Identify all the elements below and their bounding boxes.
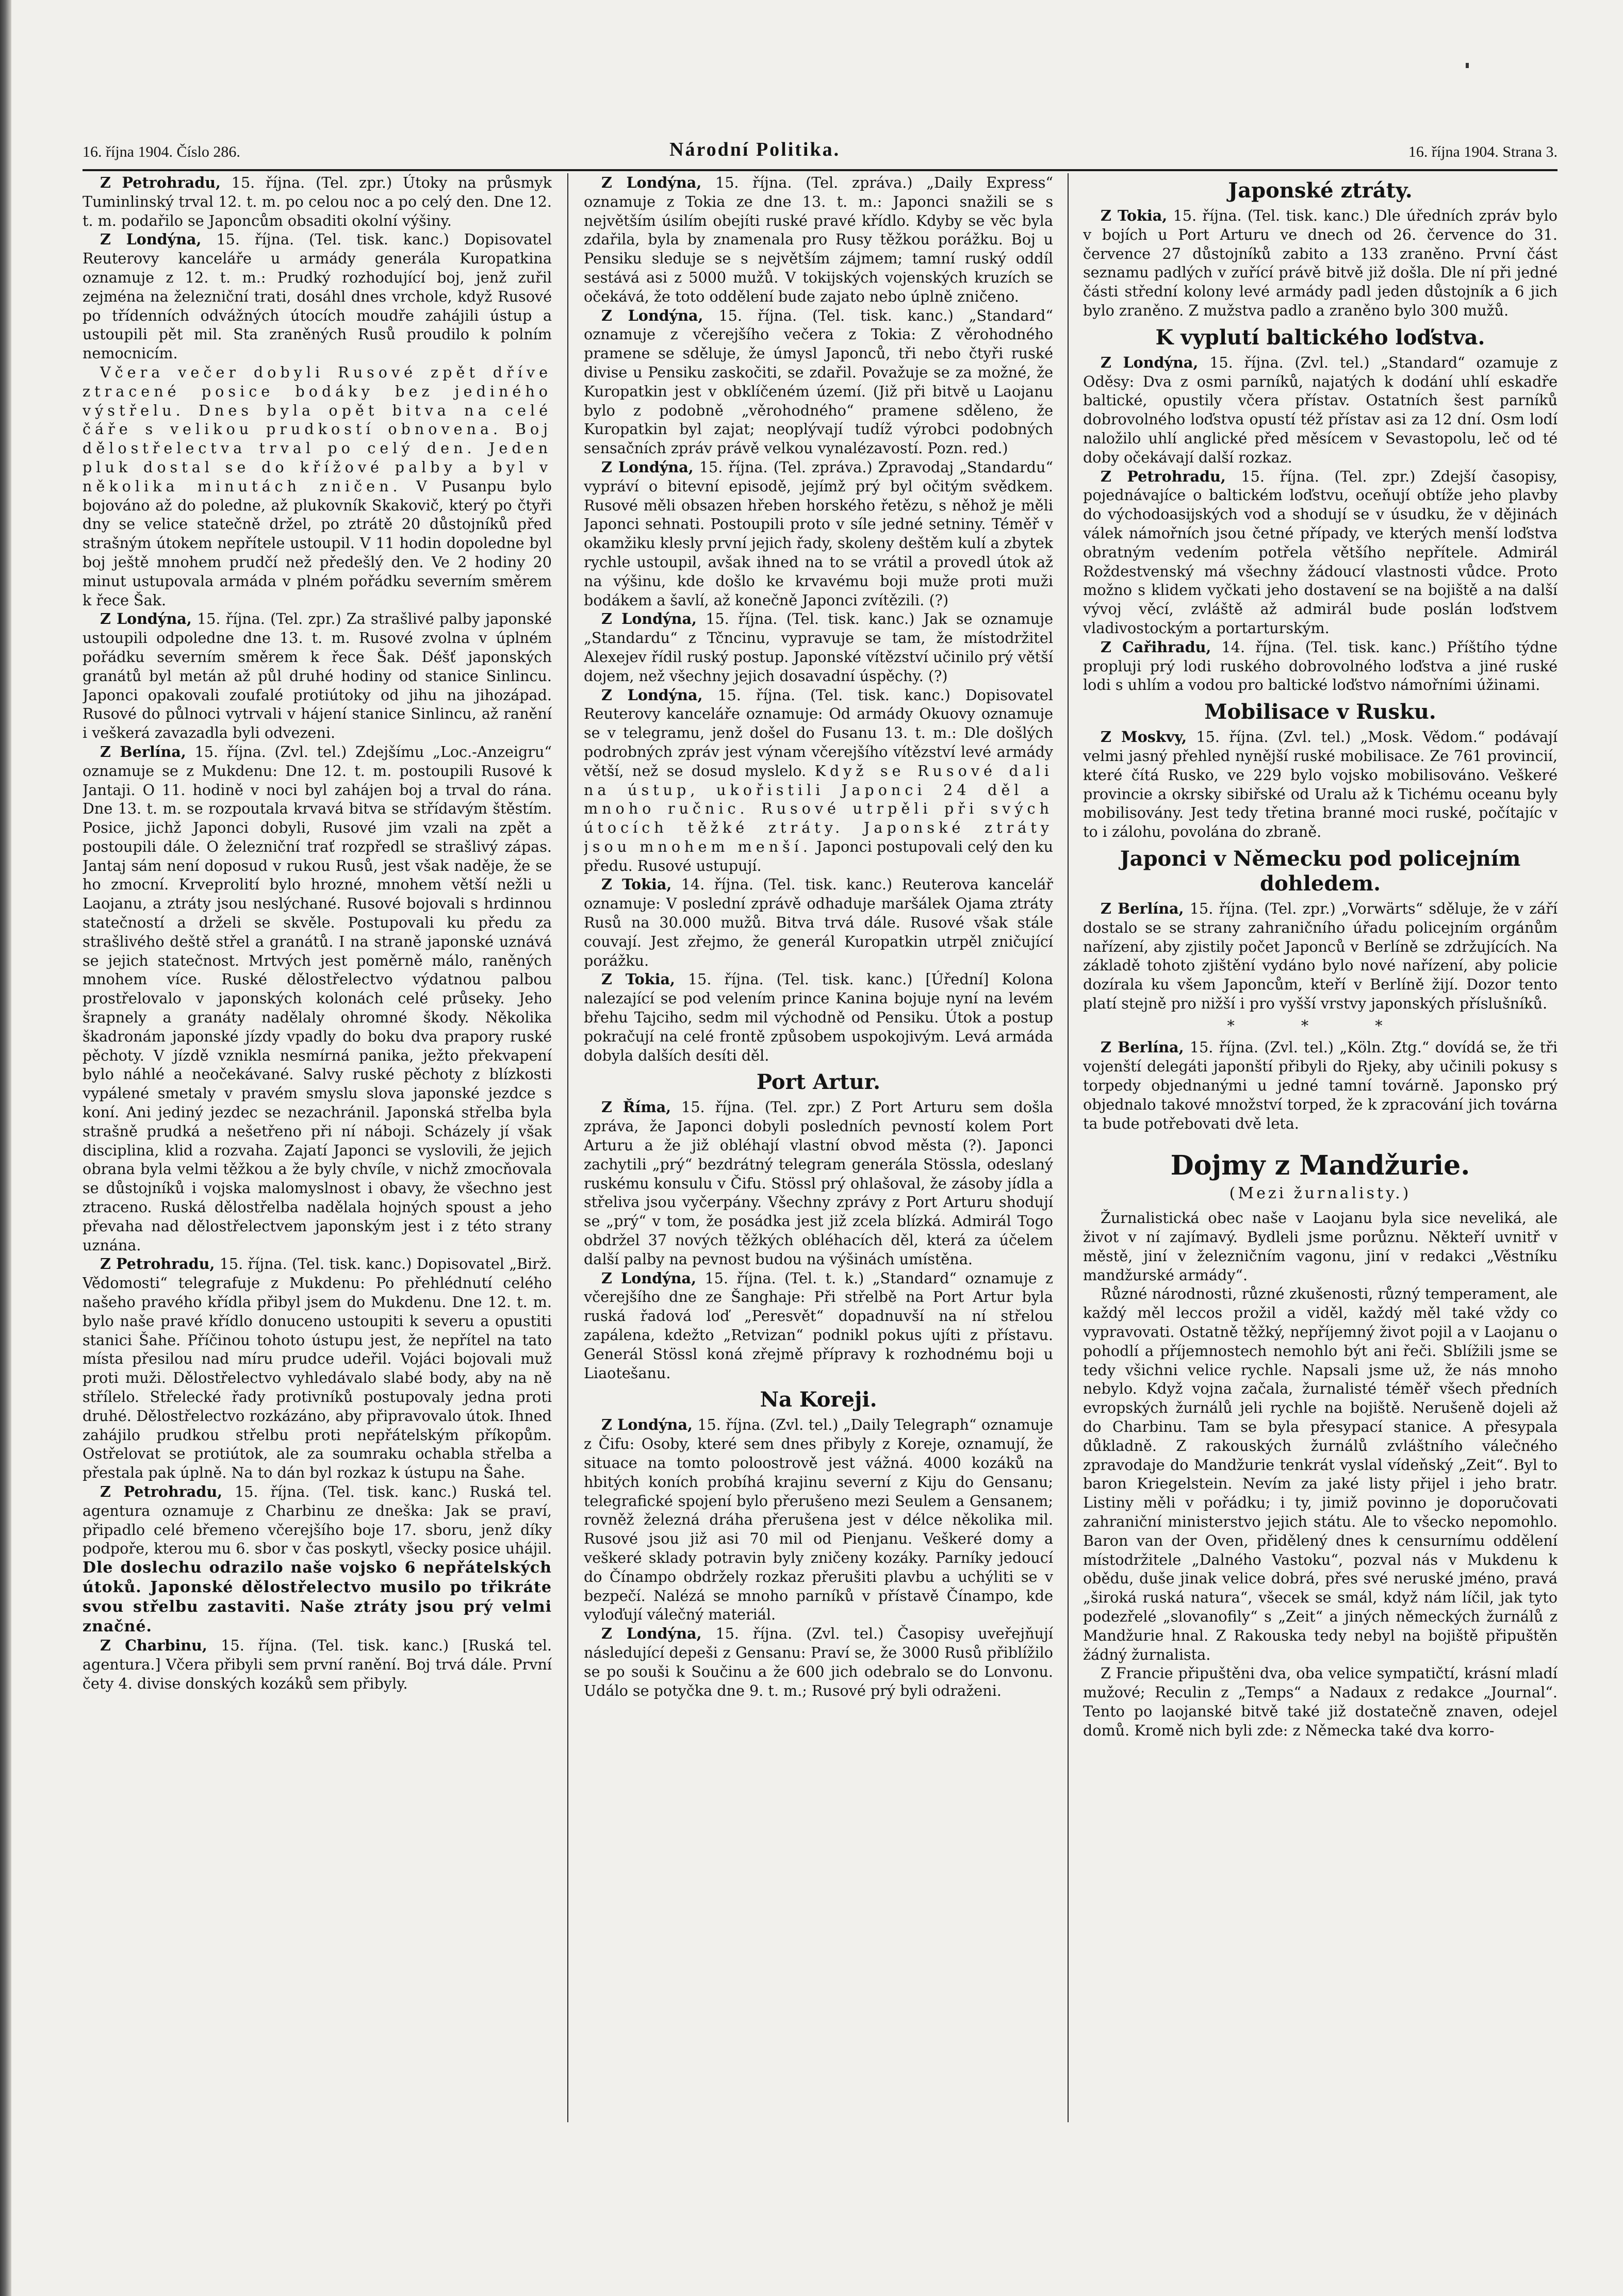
news-item (83, 609, 552, 742)
item-text: 15. října. (Tel. tisk. kanc.) Dopisovatel „Birž. Vědomosti“ telegrafuje z Mukdenu: Po přehlédnutí celého našeho pravého křídla přibyl jsem do Mukdenu. Dne 12. t. m. bylo naše pravé křídlo donuceno ustoupiti k severu a opustiti stanici Šahe. Příčinou tohoto ústupu jest, že nepřítel na tato místa přesilou nad míru prudce udeřil. Vojáci bojovali muž proti muži. Dělostřelectvo vyhledávalo slabé body, aby na ně střílelo. Střelecké řady protivníků postupovaly jedna proti druhé. Dělostřelectvo rozkázáno, aby připravovalo útok. Ihned zahájilo prudkou střelbu proti nepřátelským příkopům. Ostřelovat se protiútok, ale za soumraku ochabla střelba a přestala pak úplně. Na to dán byl rozkaz k ústupu na Šahe. (83, 1255, 552, 1482)
item-text: 15. října. (Tel. t. k.) „Standard“ oznamuje z včerejšího dne ze Šanghaje: Při střelbě na Port Artur byla ruská řadová loď „Peresvět“ dopadnuvší na ní střelou zapálena, kdežto „Retvizan“ podnikl pokus ujíti z přístavu. Generál Stössl koná zřejmě přípravy k rozhodnému boji u Liaotešanu. (584, 1269, 1053, 1382)
news-item (584, 1269, 1053, 1383)
dateline: Z Tokia, (1101, 207, 1168, 224)
news-item (1083, 1038, 1558, 1133)
column-rule-1 (567, 173, 568, 2122)
dateline: Z Londýna, (601, 1269, 697, 1287)
item-text: 15. října. (Tel. zpr.) Za strašlivé palby japonské ustoupili odpoledne dne 13. t. m. Rusové zvolna v úplném pořádku severním směrem k řece Šak. Déšť japonských granátů byl metán až půl druhé hodiny od stanice Sinlincu. Japonci opakovali zoufalé protiútoky od jihu na jihozápad. Rusové do půlnoci vytrvali v hájení stanice Sinlincu, až ranění i veškerá zavazadla byli odvezeni. (83, 610, 552, 742)
news-item (1083, 467, 1558, 638)
section-heading: Japonské ztráty. (1228, 178, 1413, 203)
section-heading: Japonci v Německu pod policejním dohledem. (1120, 846, 1521, 896)
item-text: 14. října. (Tel. tisk. kanc.) Příštího týdne propluji prý lodi ruského dobrovolného loďstva a jiné ruské lodi s uhlím a vodou pro baltické loďstvo námořními úžinami. (1083, 638, 1558, 694)
column-1 (83, 173, 552, 2272)
item-text: 15. října. (Zvl. tel.) „Mosk. Vědom.“ podávají velmi jasný přehled nynější ruské mobilisace. Ze 761 provincií, které čítá Rusko, ve 229 bylo vojsko mobilisováno. Veškeré provincie a okrsky sibiřské od Uralu až k Tichému oceanu byly mobilisovány. Jest tedy třetina branné moci ruské, počítajíc v to i zálohu, povolána do zbraně. (1083, 728, 1558, 841)
item-text: 15. října. (Tel. tisk. kanc.) [Úřední] Kolona nalezající se pod velením prince Kanina bojuje nyní na levém břehu Tajciho, sedm mil východně od Pensiku. Útok a postup pokračují na celé frontě způsobem uspokojivým. Levá armáda dobyla dalších desíti děl. (584, 970, 1053, 1064)
feature-heading: Dojmy z Mandžurie. (1170, 1150, 1470, 1182)
section-heading: Mobilisace v Rusku. (1204, 700, 1436, 724)
item-text: V Pusanpu bylo bojováno až do poledne, až plukovník Skakovič, který po čtyři dny se velice statečně držel, po ztrátě 20 důstojníků před strašným útokem nepřítele ustoupil. V 11 hodin dopoledne byl boj ještě mnohem prudčí než předešlý den. Ve 2 hodiny 20 minut ustupovala armáda v plném pořádku severním směrem k řece Šak. (83, 477, 552, 609)
dateline: Z Charbinu, (100, 1637, 207, 1655)
section-heading: K vyplutí baltického loďstva. (1155, 325, 1485, 350)
item-text-end: Japonci postupovali celý den ku předu. Rusové ustupují. (584, 837, 1053, 874)
item-text: 15. října. (Tel. tisk. kanc.) Dopisovatel Reuterovy kanceláře u armády generála Kuropatkina oznamuje z 12. t. m.: Prudký rozhodující boj, jenž zuřil zejména na železniční trati, dosáhl dnes vrchole, když Rusové po třídenních odvážných útocích moudře zahájili ústup a ustoupili pět mil. Sta zraněných Rusů proudilo k polním nemocnicím. (83, 230, 552, 362)
news-item (1083, 899, 1558, 1013)
news-item (584, 1415, 1053, 1624)
news-item (83, 1254, 552, 1482)
item-text: 15. října. (Tel. tisk. kanc.) Jak se oznamuje „Standardu“ z Tčncinu, vypravuje se tam, že místodržitel Alexejev řídil ruský postup. Japonské vítězství učinilo prý větší dojem, než všechny jejich dosavadní úspěchy. (?) (584, 610, 1053, 685)
paragraph-text: Z Francie připuštěni dva, oba velice sympatičtí, krásní mladí mužové; Reculin z „Temps“ a Nadaux z redakce „Journal“. Tento po laojanské bitvě také již dostatečně znaven, odejel domů. Kromě nich byli zde: z Německa také dva korro- (1083, 1664, 1558, 1739)
dateline: Z Londýna, (601, 610, 697, 628)
news-item (584, 458, 1053, 609)
section-heading: Na Koreji. (760, 1387, 877, 1412)
item-text: 15. října. (Zvl. tel.) „Daily Telegraph“ oznamuje z Čifu: Osoby, které sem dnes přibyly z Koreje, oznamují, že situace na tomto poloostrově jest vážná. 4000 kozáků na hbitých koních probíhá krajinu severní z Kiju do Gensanu; telegrafické spojení bylo přerušeno mezi Seulem a Gensanem; rovněž železná dráha přerušena jest v délce několika mil. Rusové jsou již asi 70 mil od Pienjanu. Veškeré domy a veškeré sklady potravin byly zničeny kozáky. Parníky jedoucí do Čínampo obdržely rozkaz přerušiti plavbu a uchýliti se v bezpečí. Nalézá se mnoho parníků v přístavě Čínampo, kde vyloďují válečný materiál. (584, 1416, 1053, 1624)
item-text: 14. října. (Tel. tisk. kanc.) Reuterova kancelář oznamuje: V poslední zprávě odhaduje maršálek Ojama ztráty Rusů na 30.000 mužů. Bitva trvá dále. Rusové však stále couvají. Jest zřejmo, že generál Kuropatkin utrpěl zničující porážku. (584, 876, 1053, 969)
item-bold-text: Dle doslechu odrazilo naše vojsko 6 nepřátelských útoků. Japonské dělostřelectvo musilo po třikráte svou střelbu zastaviti. Naše ztráty jsou prý velmi značné. (83, 1559, 552, 1636)
news-item (1083, 1284, 1558, 1664)
masthead-date-left: 16. října 1904. Číslo 286. (83, 143, 240, 160)
item-text: 15. října. (Zvl. tel.) „Standard“ ozamuje z Oděsy: Dva z osmi parníků, najatých k dodání uhlí eskadře baltické, opustily včera přístav. Ostatních šest parníků dobrovolného loďstva opustí též přístav asi za 12 dní. Osm lodí naložilo uhlí anglické před měsícem v Sevastopolu, leč od té doby očekávají další rozkaz. (1083, 353, 1558, 466)
news-item (584, 875, 1053, 970)
dateline: Z Londýna, (601, 1416, 693, 1434)
column-3 (1083, 173, 1558, 2272)
news-item (83, 1636, 552, 1693)
news-item (584, 686, 1053, 876)
item-text-spaced: Když se Rusové dali na ústup, ukořistili Japonci 24 děl a mnoho ručnic. Rusové utrpěli při svých útocích těžké ztráty. Japonské ztráty jsou mnohem menší. (584, 762, 1053, 855)
dateline: Z Tokia, (601, 970, 675, 988)
news-item (83, 1482, 552, 1636)
dateline: Z Londýna, (601, 458, 694, 476)
item-text-spaced: Včera večer dobyli Rusové zpět dříve ztracené posice bodáky bez jediného výstřelu. Dnes byla opět bitva na celé čáře s velikou prudkostí obnovena. Boj dělostřelectva trval po celý den. Jeden pluk dostal se do křížové palby a byl v několika minutách zničen. (83, 363, 552, 495)
news-item (1083, 638, 1558, 695)
dateline: Z Londýna, (1101, 353, 1199, 371)
news-item (584, 1098, 1053, 1268)
news-item (1083, 353, 1558, 467)
item-text: 15. října. (Tel. zpráva.) Zpravodaj „Standardu“ vypráví o bitevní episodě, jejímž prý byl očitým svědkem. Rusové měli obsazen hřeben horského řetězu, s něhož je měli Japonci sehnati. Postoupili proto v síle jedné setniny. Téměř v okamžiku klesly první jejich řady, skoleny deštěm kulí a zbytek rychle ustoupil, avšak ihned na to se vrátil a provedl útok až na výšinu, kde došlo ke krvavému boji muže proti muži bodákem a šavlí, až konečně Japonci zvítězili. (?) (584, 458, 1053, 609)
paragraph-text: Různé národnosti, různé zkušenosti, různý temperament, ale každý měl leccos prožil a viděl, každý měl také vždy co vypravovati. Ostatně těžký, nepříjemný život pojil a v Laojanu o pohodlí a příjemnostech nemohlo být ani řeči. Sblížili jsme se tedy všichni velice rychle. Napsali jsme už, že nás mnoho nebylo. Když vojna začala, žurnalisté téměř všech předních evropských žurnálů jeli rychle na bojiště. Nerušeně dojeli až do Charbinu. Tam se byla přesypací stanice. A přesypala důkladně. Z rakouských žurnálů zvláštního válečného zpravodaje do Mandžurie tenkrát vyslal vídeňský „Zeit“. Byl to baron Kriegelstein. Nevím za jaké listy přijel i jeho bratr. Listiny měli v pořádku; i ty, jimiž povinno je doporučovati zahraniční ministerstvo jejich státu. Ale to všecko nepomohlo. Baron van der Oven, přidělený dnes k censurnímu oddělení místodržitele „Dalného Vastoku“, pozval nás v Mukdenu k obědu, duše jinak velice dobrá, přes své neruské jméno, pravá „široká ruská natura“, všecek se smál, když nám líčil, jak tyto podezřelé „slovanofily“ s „Zeit“ a jiných německých žurnálů z Mandžurie hnal. Z Rakouska tedy nebyl na bojiště připuštěn žádný žurnalista. (1083, 1285, 1558, 1663)
feature-subtitle: (Mezi žurnalisty.) (1229, 1184, 1412, 1203)
news-item (584, 173, 1053, 306)
item-text: 15. října. (Tel. zpráva.) „Daily Express“ oznamuje z Tokia ze dne 13. t. m.: Japonci snažili se s největším úsilím obejíti ruské pravé křídlo. Kdyby se věc byla zdařila, byla by znamenala pro Rusy těžkou porážku. Boj u Pensiku sleduje se s největším zájmem; tamní ruský oddíl sestává asi z 5000 mužů. V tokijských vojenských kruzích se očekává, že toto oddělení bude zajato nebo úplně zničeno. (584, 174, 1053, 305)
section-heading: Port Artur. (756, 1070, 881, 1095)
item-text: 15. října. (Zvl. tel.) „Köln. Ztg.“ dovídá se, že tři vojenští delegáti japonští přibyli do Rjeky, aby učinili pokusy s torpedy objednanými u jedné tamní továrně. Japonsko prý objednalo takové množství torped, že k zpracování jich továrna ta bude potřebovati dvě leta. (1083, 1038, 1558, 1132)
item-text: 15. října. (Tel. zpr.) „Vorwärts“ sděluje, že v září dostalo se se strany zahraničního úřadu policejním orgánům nařízení, aby zjistily počet Japonců v Berlíně se zdržujících. Na základě tohoto zjištění vydáno bylo nové nařízení, aby policie dozírala ku všem Japoncům, kteří v Berlíně žijí. Dozor tento platí stejně pro nižší i pro vyšší vrstvy japonských příslušníků. (1083, 899, 1558, 1012)
dateline: Z Berlína, (1101, 1038, 1184, 1056)
column-2 (584, 173, 1053, 2272)
dateline: Z Berlína, (1101, 899, 1184, 917)
item-text: 15. října. (Tel. tisk. kanc.) Dopisovatel Reuterovy kanceláře oznamuje: Od armády Okuovy oznamuje se v telegramu, jenž došel do Fusanu 13. t. m.: Dle došlých podrobných zpráv jest výnam včerejšího vítězství levé armády větší, než se dosud myslelo. (584, 686, 1053, 780)
item-text: 15. října. (Tel. zpr.) Zdejší časopisy, pojednávajíce o baltickém loďstvu, oceňují obtíže jeho plavby do východoasijských vod a shodují se v úsudku, že v dějinách válek námořních jsou četné případy, ve kterých menší loďstva obratným vedením potřela většího nepřítele. Admirál Roždestvenský má všechny žádoucí vlastnosti vůdce. Proto možno s klidem vyčkati jeho dostavení se na bojiště a na další vývoj věcí, zvláště až admirál bude poslán loďstvem vladivostockým a portarturským. (1083, 467, 1558, 637)
dateline: Z Londýna, (601, 686, 703, 704)
news-item (584, 609, 1053, 685)
news-item (584, 306, 1053, 458)
dateline: Z Moskvy, (1101, 728, 1187, 746)
item-text: 15. října. (Zvl. tel.) Zdejšímu „Loc.-Anzeigru“ oznamuje se z Mukdenu: Dne 12. t. m. postoupili Rusové k Jantaji. O 11. hodině v noci byl zahájen boj a trval do rána. Dne 13. t. m. se rozpoutala krvavá bitva se střídavým štěstím. Posice, jichž Japonci dobyli, Rusové jim vzali na zpět a postoupili dále. O železniční trať rozpředl se strašlivý zápas. Jantaj sám není doposud v rukou Rusů, jest však naděje, že se ho zmocní. Krveprolití bylo hrozné, mnohem větší nežli u Laojanu, a ztráty jsou neslýchané. Rusové bojovali s hrdinnou statečností a drželi se skvěle. Postupovali ku předu za strašlivého deště střel a granátů. I na straně japonské uznává se jejich statečnost. Mrtvých jest poměrně málo, raněných mnohem více. Ruské dělostřelectvo výdatnou palbou prostřelovalo v japonských kolonách celé průseky. Jeho šrapnely a granáty nadělaly ohromné škody. Několika škadronám japonské jízdy vpadly do boku dva prapory ruské pěchoty. V jízdě vznikla nesmírná panika, ježto překvapení bylo náhlé a neočekávané. Salvy ruské pěchoty z blízkosti vypálené smetaly v pravém smyslu slova japonské jezdce s koní. Ani jediný jezdec se nezachránil. Japonská střelba byla strašně prudká a nešetřeno při ní náboji. Scházely jí však disciplina, klid a rozvaha. Zajatí Japonci se vyslovili, že jejich obrana byla velmi těžkou a že byly chvíle, v nichž zmocňovala se důstojníků i vojska malomyslnost i obavy, že všechno jest ztraceno. Ruská dělostřelba nadělala hojných spoust a jeho převaha nad dělostřelectvem japonským jest i z této strany uznána. (83, 742, 552, 1254)
print-speck (1466, 63, 1469, 68)
dateline: Z Londýna, (100, 610, 192, 628)
masthead-date-right: 16. října 1904. Strana 3. (1408, 143, 1558, 160)
item-text: 15. října. (Tel. tisk. kanc.) [Ruská tel. agentura.] Včera přibyli sem první ranění. Boj trvá dále. První čety 4. divise donských kozáků sem přibyly. (83, 1637, 552, 1692)
dateline: Z Londýna, (601, 306, 703, 324)
news-item (1083, 1664, 1558, 1740)
dateline: Z Londýna, (100, 230, 202, 249)
dateline: Z Říma, (601, 1098, 671, 1116)
masthead-title: Národní Politika. (669, 139, 841, 160)
news-item (83, 173, 552, 230)
item-text: 15. října. (Tel. zpr.) Z Port Arturu sem došla zpráva, že Japonci dobyli posledních pevností kolem Port Arturu a že již obléhají vlastní obvod města (?). Japonci zachytili „prý“ bezdrátný telegram generála Stössla, odeslaný ruskému konsulu v Čifu. Stössl prý ohlašoval, že zásoby jídla a střeliva jsou vyčerpány. Všechny zprávy z Port Arturu shodují se „prý“ v tom, že posádka jest již zcela blízká. Admirál Togo obdržel 37 nových těžkých obléhacích děl, která za účelem další palby na pevnost budou na výšinách umístěna. (584, 1098, 1053, 1268)
dateline: Z Cařihradu, (1101, 638, 1211, 656)
news-item (1083, 1209, 1558, 1284)
news-item (1083, 206, 1558, 320)
paragraph-text: Žurnalistická obec naše v Laojanu byla sice neveliká, ale život v ní zajímavý. Bydleli jsme porůznu. Někteří uvnitř v městě, jiní v železničním vagonu, jiní v redakci „Věstníku mandžurské armády“. (1083, 1209, 1558, 1284)
dateline: Z Petrohradu, (100, 1255, 215, 1273)
news-item (83, 230, 552, 363)
item-text: 15. října. (Tel. zpr.) Útoky na průsmyk Tuminlinský trval 12. t. m. po celou noc a po celý den. Dne 12. t. m. podařilo se Japoncům obsaditi okolní výšiny. (83, 174, 552, 229)
news-item (584, 970, 1053, 1065)
news-item (83, 363, 552, 609)
news-item (584, 1624, 1053, 1700)
dateline: Z Tokia, (601, 876, 672, 894)
scan-edge (0, 0, 11, 2296)
item-text: 15. října. (Tel. tisk. kanc.) Ruská tel. agentura oznamuje z Charbinu ze dneška: Jak se praví, připadlo celé břemeno včerejšího boje 17. sboru, jenž díky podpoře, kterou mu 6. sbor v čas poskytl, všecky posice uhájil. (83, 1482, 552, 1558)
separator-stars: * * * (1227, 1016, 1414, 1034)
item-text: 15. října. (Tel. tisk. kanc.) Dle úředních zpráv bylo v bojích u Port Arturu ve dnech od 26. července do 31. července 27 důstojníků zabito a 133 zraněno. První část seznamu padlých v zuřící právě bitvě již došla. Dle ní při jedné části střední kolony levé armády padl jeden důstojník a 6 jich bylo zraněno. Z mužstva padlo a zraněno bylo 300 mužů. (1083, 207, 1558, 319)
item-text: 15. října. (Zvl. tel.) Časopisy uveřejňují následující depeši z Gensanu: Praví se, že 3000 Rusů přiblížilo se po souši k Součinu a že 600 jich odebralo se do Lonvonu. Událo se potyčka dne 9. t. m.; Rusové prý byli odraženi. (584, 1625, 1053, 1699)
item-text: 15. října. (Tel. tisk. kanc.) „Standard“ oznamuje z včerejšího večera z Tokia: Z věrohodného pramene se sděluje, že úmysl Japonců, tři nebo čtyři ruské divise u Pensiku zaskočiti, se zdařil. Považuje se za možné, že Kuropatkin jest v obklíčeném území. (Již při bitvě u Laojanu bylo z podobně „věrohodného“ pramene sděleno, že Kuropatkin byl zajat; neoplývají tudíž výrobci podobných sensačních zpráv právě velkou vynalézavostí. Pozn. red.) (584, 306, 1053, 457)
dateline: Z Petrohradu, (100, 1482, 223, 1500)
dateline: Z Londýna, (601, 1625, 702, 1643)
dateline: Z Londýna, (601, 174, 702, 191)
news-item (83, 742, 552, 1255)
dateline: Z Petrohradu, (1101, 467, 1226, 485)
masthead-rule (83, 169, 1558, 171)
dateline: Z Petrohradu, (100, 174, 221, 191)
masthead (83, 138, 1558, 167)
news-item (1083, 728, 1558, 841)
dateline: Z Berlína, (100, 742, 186, 761)
column-rule-2 (1068, 173, 1069, 2122)
